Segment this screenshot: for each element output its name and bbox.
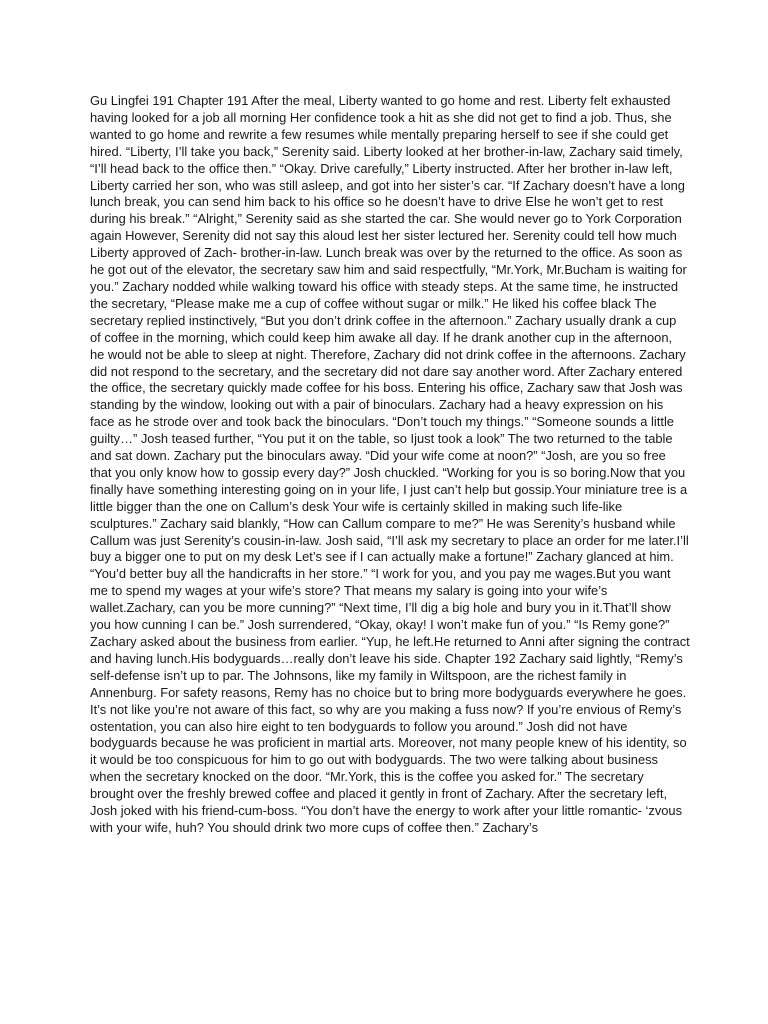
body-text: Gu Lingfei 191 Chapter 191 After the meal, Liberty wanted to go home and rest. Liberty felt exhausted having looked for a job all morning Her confidence took a hit as she did not get to find a job. Thus, she wanted to go home and rewrite a few resumes while mentally preparing herself to see if she could get hired. “Liberty, I’ll take you back,” Serenity said. Liberty looked at her brother-in-law, Zachary said timely, “I’ll head back to the office then.” “Okay. Drive carefully,” Liberty instructed. After her brother in-law left, Liberty carried her son, who was still asleep, and got into her sister’s car. “If Zachary doesn’t have a long lunch break, you can send him back to his office so he doesn’t have to drive Else he won’t get to rest during his break.” “Alright,” Serenity said as she started the car. She would never go to York Corporation again However, Serenity did not say this aloud lest her sister lectured her. Serenity could tell how much Liberty approved of Zach- brother-in-law. Lunch break was over by the returned to the office. As soon as he got out of the elevator, the secretary saw him and said respectfully, “Mr.York, Mr.Bucham is waiting for you.” Zachary nodded while walking toward his office with steady steps. At the same time, he instructed the secretary, “Please make me a cup of coffee without sugar or milk.” He liked his coffee black The secretary replied instinctively, “But you don’t drink coffee in the afternoon.” Zachary usually drank a cup of coffee in the morning, which could keep him awake all day. If he drank another cup in the afternoon, he would not be able to sleep at night. Therefore, Zachary did not drink coffee in the afternoons. Zachary did not respond to the secretary, and the secretary did not dare say another word. After Zachary entered the office, the secretary quickly made coffee for his boss. Entering his office, Zachary saw that Josh was standing by the window, looking out with a pair of binoculars. Zachary had a heavy expression on his face as he strode over and took back the binoculars. “Don’t touch my things.” “Someone sounds a little guilty…” Josh teased further, “You put it on the table, so Ijust took a look” The two returned to the table and sat down. Zachary put the binoculars away. “Did your wife come at noon?” “Josh, are you so free that you only know how to gossip every day?” Josh chuckled. “Working for you is so boring.Now that you finally have something interesting going on in your life, I just can’t help but gossip.Your miniature tree is a little bigger than the one on Callum’s desk Your wife is certainly skilled in making such life-like sculptures.” Zachary said blankly, “How can Callum compare to me?” He was Serenity’s husband while Callum was just Serenity’s cousin-in-law. Josh said, “I’ll ask my secretary to place an order for me later.I’ll buy a bigger one to put on my desk Let’s see if I can actually make a fortune!” Zachary glanced at him. “You’d better buy all the handicrafts in her store.” “I work for you, and you pay me wages.But you want me to spend my wages at your wife’s store? That means my salary is going into your wife’s wallet.Zachary, can you be more cunning?” “Next time, I’ll dig a big hole and bury you in it.That’ll show you how cunning I can be.” Josh surrendered, “Okay, okay! I won’t make fun of you.” “Is Remy gone?” Zachary asked about the business from earlier. “Yup, he left.He returned to Anni after signing the contract and having lunch.His bodyguards…really don’t leave his side. Chapter 192 Zachary said lightly, “Remy’s self-defense isn’t up to par. The Johnsons, like my family in Wiltspoon, are the richest family in Annenburg. For safety reasons, Remy has no choice but to bring more bodyguards everywhere he goes. It’s not like you’re not aware of this fact, so why are you making a fuss now? If you’re envious of Remy’s ostentation, you can also hire eight to ten bodyguards to follow you around.” Josh did not have bodyguards because he was proficient in martial arts. Moreover, not many people knew of his identity, so it would be too conspicuous for him to go out with bodyguards. The two were talking about business when the secretary knocked on the door. “Mr.York, this is the coffee you asked for.” The secretary brought over the freshly brewed coffee and placed it gently in front of Zachary. After the secretary left, Josh joked with his friend-cum-boss. “You don’t have the energy to work after your little romantic- ‘zvous with your wife, huh? You should drink two more cups of coffee then.” Zachary’s — [90, 93, 690, 835]
